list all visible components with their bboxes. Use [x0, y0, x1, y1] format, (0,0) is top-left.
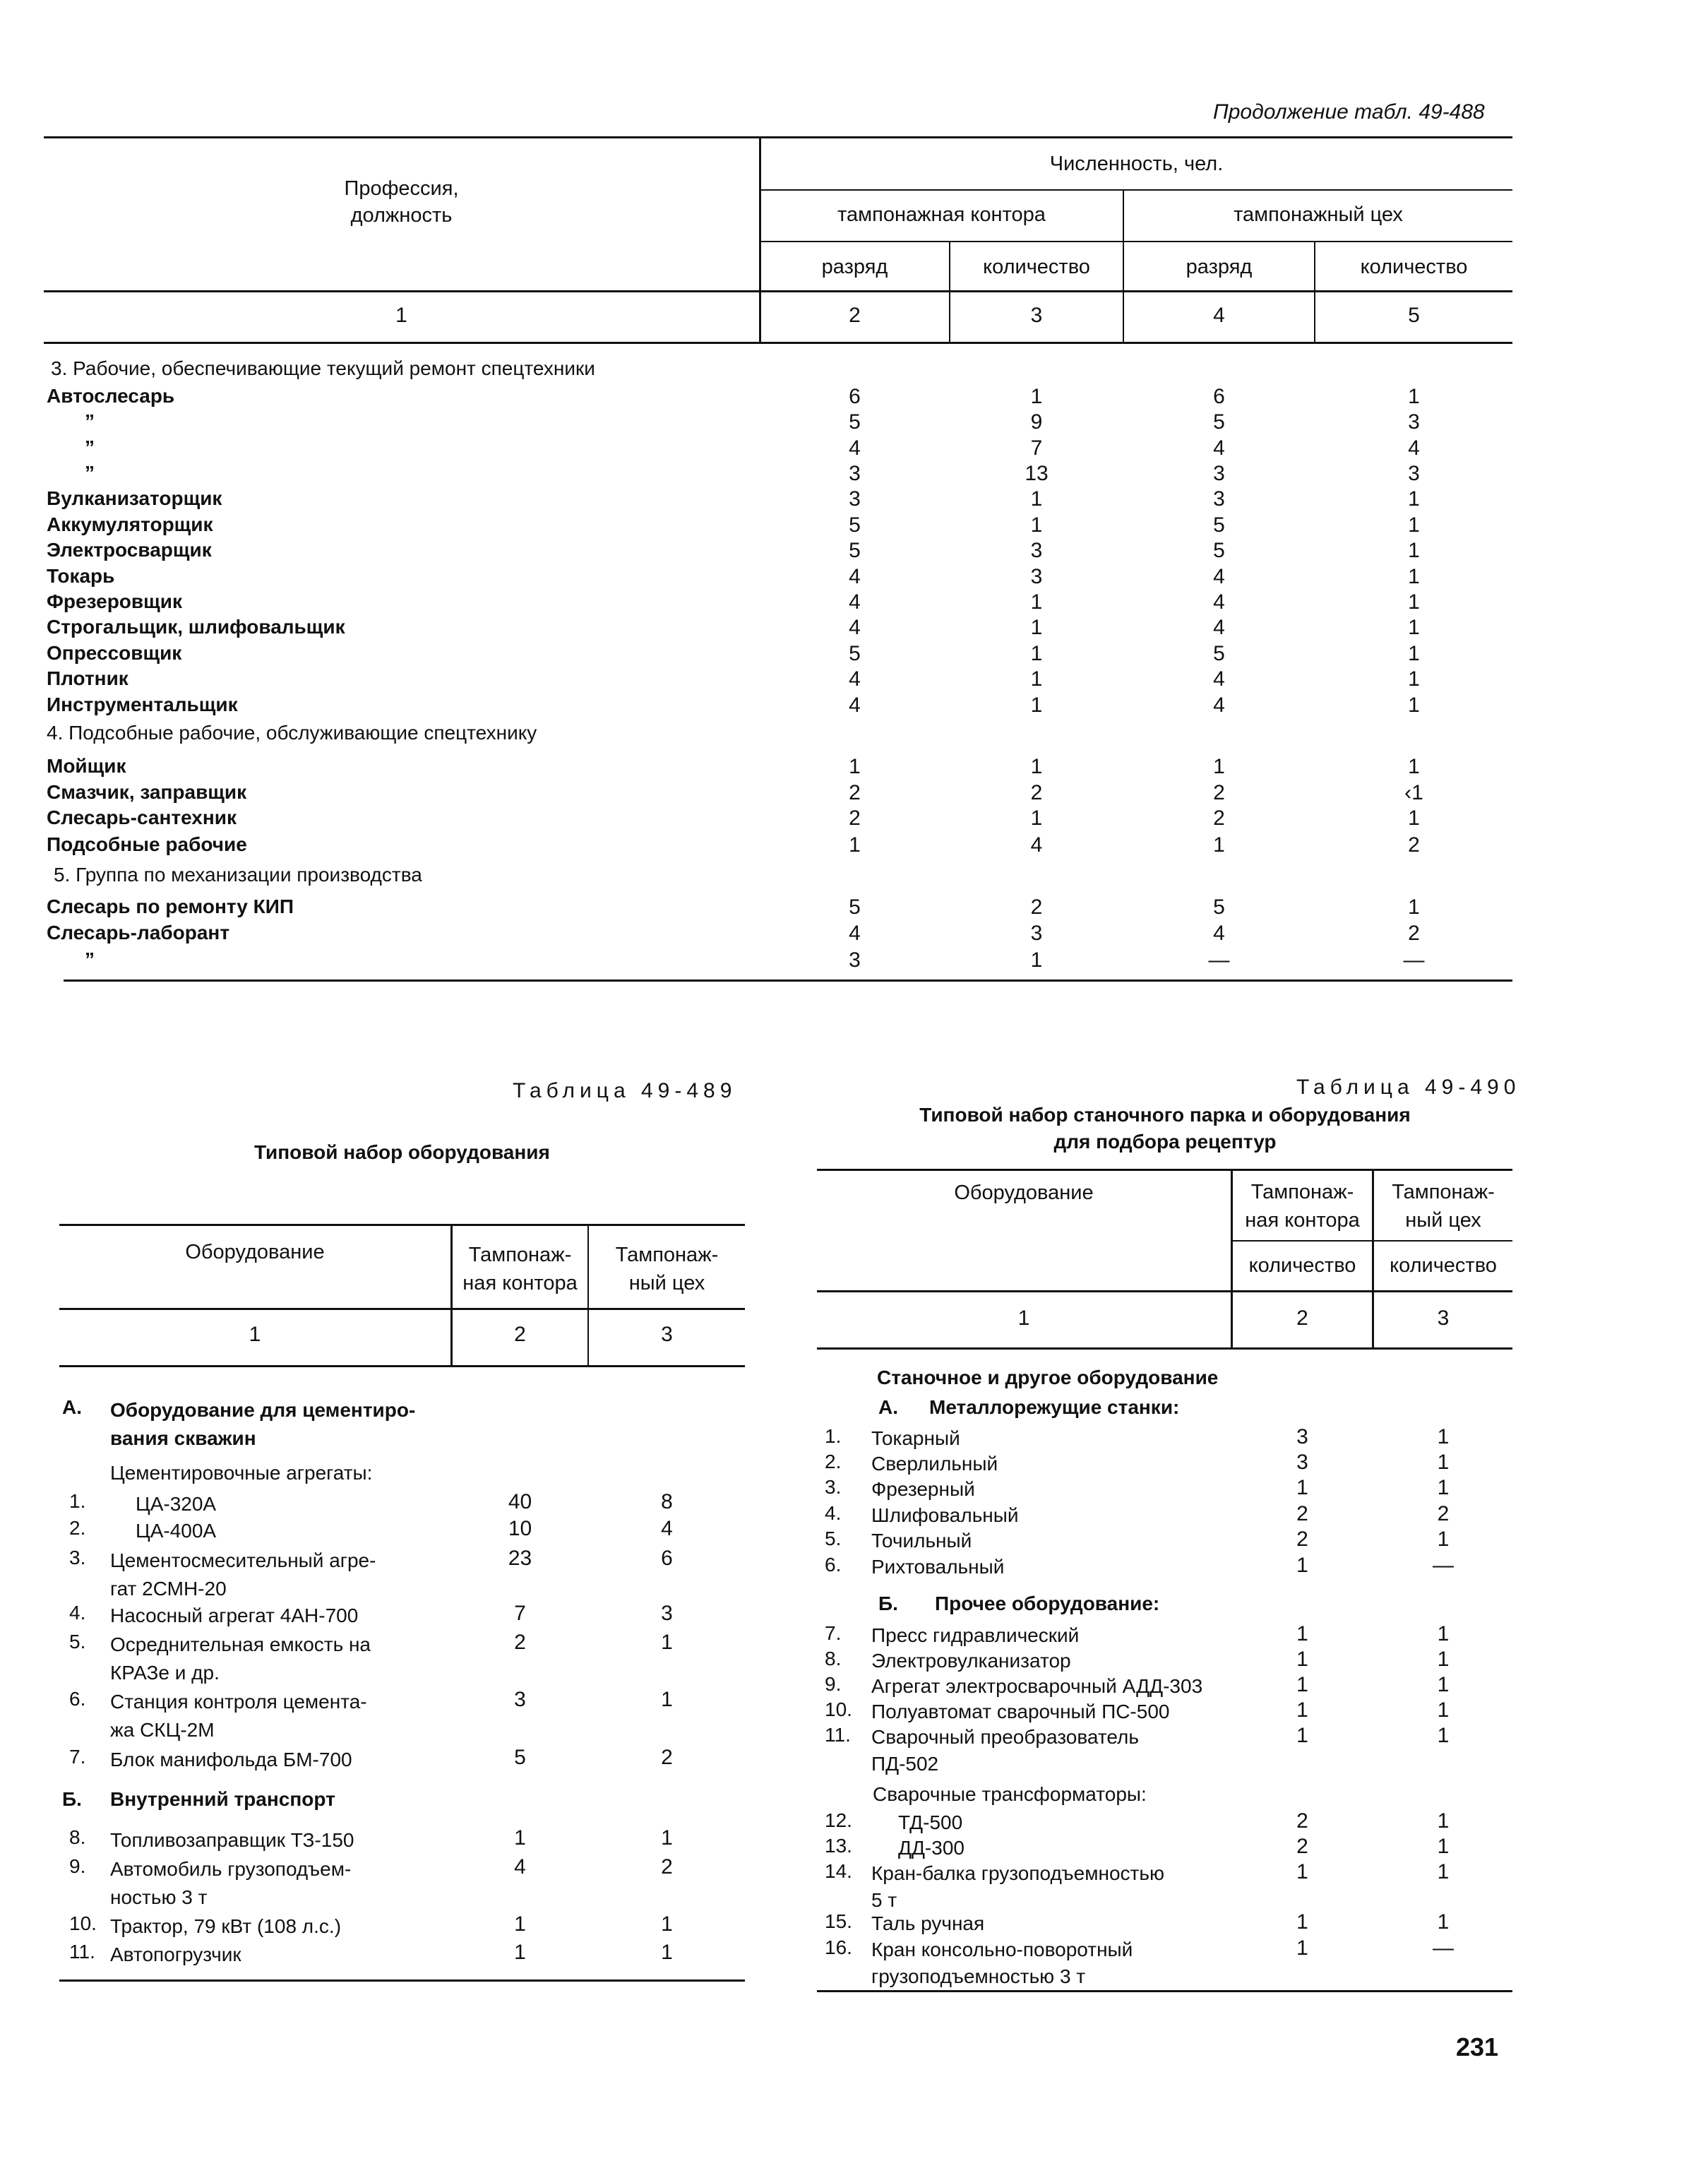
list-item-name: Насосный агрегат 4АН-700	[110, 1605, 359, 1626]
table-cell: 1	[661, 1631, 673, 1654]
table-cell: 1	[1296, 1476, 1308, 1499]
table-cell: 1	[1437, 1451, 1450, 1474]
list-item-name: Точильный	[871, 1530, 972, 1552]
column-number: 3	[1437, 1306, 1450, 1330]
table-cell: 1	[1030, 487, 1043, 511]
table-cell: 1	[1213, 755, 1225, 778]
t490-rule	[817, 1990, 1512, 1992]
table-cell: 5	[1213, 539, 1225, 562]
list-item-number: 3.	[69, 1547, 86, 1568]
table-cell: 1	[1408, 487, 1420, 511]
table-cell: 4	[849, 436, 861, 460]
list-item-number: 12.	[825, 1809, 852, 1831]
table-cell: 2	[514, 1631, 526, 1654]
list-item-name: Цементосмесительный агре- гат 2СМН-20	[110, 1549, 376, 1600]
table-cell: 4	[1408, 436, 1420, 460]
table-cell: 1	[1408, 385, 1420, 408]
list-item-name: Токарный	[871, 1427, 960, 1449]
table-cell: 3	[1213, 462, 1225, 485]
table-489-label: Таблица 49-489	[513, 1079, 737, 1102]
table-cell: 1	[1408, 806, 1420, 830]
table-cell: 5	[1213, 410, 1225, 434]
list-item-number: 10.	[69, 1912, 97, 1934]
table-cell: 1	[1296, 1860, 1308, 1883]
list-item-name: Таль ручная	[871, 1912, 985, 1934]
table-cell: 1	[1030, 616, 1043, 639]
table-cell: 3	[661, 1602, 673, 1625]
table-cell: 5	[849, 539, 861, 562]
table-cell: 1	[1437, 1528, 1450, 1551]
t490-header-equipment: Оборудование	[954, 1181, 1094, 1204]
list-item-number: 4.	[69, 1602, 86, 1624]
table-cell: 1	[1296, 1936, 1308, 1960]
list-item-number: 3.	[825, 1476, 842, 1498]
table-cell: 1	[514, 1941, 526, 1964]
table-cell: 2	[1408, 833, 1420, 857]
t490-header-shop: Тампонаж- ный цех	[1392, 1181, 1495, 1232]
table-cell: 1	[1437, 1648, 1450, 1671]
column-number: 2	[849, 304, 861, 327]
t489-section-letter: А.	[62, 1396, 82, 1418]
table-cell: 3	[849, 462, 861, 485]
table-cell: 4	[1213, 616, 1225, 639]
table-cell: 2	[1213, 781, 1225, 804]
table-cell: 5	[849, 410, 861, 434]
column-number: 1	[395, 304, 407, 327]
table-row-name: Слесарь-сантехник	[47, 806, 237, 828]
column-number: 3	[661, 1323, 673, 1346]
table-cell: 1	[1030, 948, 1043, 972]
table-cell: 2	[1030, 895, 1043, 919]
list-item-number: 11.	[69, 1941, 95, 1963]
column-number: 2	[1296, 1306, 1308, 1330]
table-row-name: Подсобные рабочие	[47, 833, 247, 855]
list-item-name: Пресс гидравлический	[871, 1624, 1080, 1646]
t490-section-letter: А.	[878, 1396, 898, 1418]
column-number: 5	[1408, 304, 1420, 327]
t490-header-qty-shop: количество	[1390, 1254, 1497, 1277]
list-item-number: 13.	[825, 1835, 852, 1857]
table-cell: 3	[1030, 565, 1043, 588]
table-row-name: Слесарь по ремонту КИП	[47, 895, 294, 917]
table-cell: 4	[661, 1517, 673, 1540]
list-item-name: ДД-300	[898, 1837, 965, 1859]
table-cell: 5	[1213, 642, 1225, 665]
table-cell: 4	[1213, 436, 1225, 460]
table-cell: 5	[1213, 895, 1225, 919]
list-item-number: 16.	[825, 1936, 852, 1958]
t489-rule	[59, 1365, 745, 1367]
table-row-name: Смазчик, заправщик	[47, 781, 247, 803]
table-cell: 5	[849, 642, 861, 665]
list-item-name: Сверлильный	[871, 1453, 998, 1475]
list-item-name: Осреднительная емкость на КРАЗе и др.	[110, 1633, 371, 1684]
table-cell: 2	[1296, 1835, 1308, 1858]
table-cell: 1	[661, 1912, 673, 1936]
list-item-number: 7.	[825, 1622, 842, 1644]
list-item-number: 6.	[825, 1554, 842, 1576]
list-item-name: Шлифовальный	[871, 1504, 1019, 1526]
list-item-number: 1.	[825, 1425, 842, 1447]
table-row-name: ”	[85, 436, 95, 458]
table-cell: 1	[1437, 1724, 1450, 1747]
table-cell: 2	[661, 1746, 673, 1769]
list-item-number: 6.	[69, 1688, 86, 1710]
table-cell: 5	[1213, 513, 1225, 537]
table-cell: 4	[514, 1855, 526, 1879]
table-cell: 13	[1025, 462, 1049, 485]
list-item-number: 5.	[69, 1631, 86, 1653]
table-cell: 1	[1296, 1648, 1308, 1671]
list-item-number: 7.	[69, 1746, 86, 1768]
t489-rule	[59, 1308, 745, 1310]
list-item-number: 4.	[825, 1502, 842, 1524]
t489-section-letter: Б.	[62, 1788, 82, 1810]
list-item-name: Сварочный преобразователь ПД-502	[871, 1726, 1139, 1775]
table-cell: 7	[514, 1602, 526, 1625]
table-cell: 1	[1408, 616, 1420, 639]
table-cell: —	[1433, 1554, 1454, 1577]
table-row-name: Мойщик	[47, 755, 126, 777]
table-cell: ‹1	[1404, 781, 1423, 804]
column-number: 1	[1017, 1306, 1030, 1330]
table-row-name: ”	[85, 462, 95, 484]
table-cell: 2	[1296, 1502, 1308, 1525]
list-item-name: Станция контроля цемента- жа СКЦ-2М	[110, 1691, 367, 1741]
table-cell: 1	[661, 1688, 673, 1711]
list-item-name: Кран-балка грузоподъемностью 5 т	[871, 1862, 1164, 1911]
list-item-name: ЦА-320А	[136, 1493, 217, 1515]
table-cell: 6	[1213, 385, 1225, 408]
header-profession: Профессия, должность	[344, 177, 459, 227]
table-cell: 5	[849, 513, 861, 537]
table-row-name: Электросварщик	[47, 539, 212, 561]
header-shop: тампонажный цех	[1234, 203, 1403, 226]
header-office: тампонажная контора	[837, 203, 1046, 226]
table-cell: 1	[849, 755, 861, 778]
table-row-name: Опрессовщик	[47, 642, 182, 664]
table-cell: 9	[1030, 410, 1043, 434]
table-cell: 1	[1296, 1910, 1308, 1934]
table-cell: 1	[1408, 539, 1420, 562]
column-number: 1	[249, 1323, 261, 1346]
table-cell: 1	[514, 1826, 526, 1850]
list-item-number: 9.	[69, 1855, 86, 1877]
t490-group-heading: Станочное и другое оборудование	[877, 1367, 1219, 1388]
t490-section-title: Прочее оборудование:	[935, 1593, 1160, 1614]
table-cell: —	[1403, 948, 1425, 972]
table-cell: 4	[1213, 922, 1225, 945]
table-row-name: Токарь	[47, 565, 115, 587]
table-cell: 2	[661, 1855, 673, 1879]
column-number: 2	[514, 1323, 526, 1346]
table-cell: 1	[1437, 1910, 1450, 1934]
table-cell: 2	[1408, 922, 1420, 945]
table-row-name: Строгальщик, шлифовальщик	[47, 616, 345, 638]
table-cell: 1	[1408, 513, 1420, 537]
t489-header-office: Тампонаж- ная контора	[462, 1244, 578, 1294]
table-cell: 3	[1030, 922, 1043, 945]
top-table-rule	[760, 189, 1512, 191]
table-cell: 1	[1408, 565, 1420, 588]
table-cell: 4	[849, 922, 861, 945]
table-cell: 3	[849, 487, 861, 511]
table-490-label: Таблица 49-490	[1296, 1076, 1521, 1099]
table-cell: 1	[1408, 693, 1420, 717]
table-cell: 7	[1030, 436, 1043, 460]
table-cell: 1	[1437, 1698, 1450, 1722]
list-item-name: Кран консольно-поворотный грузоподъемностью 3 т	[871, 1939, 1133, 1987]
table-cell: 1	[1296, 1673, 1308, 1696]
header-qty-shop: количество	[1360, 256, 1468, 278]
table-cell: 3	[514, 1688, 526, 1711]
top-table-rule	[760, 241, 1512, 242]
list-item-name: ТД-500	[898, 1811, 963, 1833]
header-grade-office: разряд	[821, 256, 888, 278]
table-cell: 1	[1030, 642, 1043, 665]
table-cell: 1	[1296, 1622, 1308, 1645]
table-row-name: Инструментальщик	[47, 693, 238, 715]
table-cell: 3	[1296, 1425, 1308, 1448]
table-cell: 1	[1437, 1860, 1450, 1883]
section-heading: 5. Группа по механизации производства	[54, 864, 422, 886]
table-cell: 23	[508, 1547, 532, 1570]
table-cell: 2	[1437, 1502, 1450, 1525]
table-489-title: Типовой набор оборудования	[254, 1141, 550, 1163]
table-cell: 1	[514, 1912, 526, 1936]
t489-rule	[59, 1224, 745, 1226]
table-cell: 4	[849, 667, 861, 691]
table-cell: 1	[1030, 513, 1043, 537]
table-cell: 3	[1030, 539, 1043, 562]
list-item-name: ЦА-400А	[136, 1520, 217, 1542]
table-cell: 1	[1437, 1476, 1450, 1499]
table-row-name: Слесарь-лаборант	[47, 922, 230, 943]
t489-rule	[59, 1980, 745, 1982]
list-item-number: 8.	[69, 1826, 86, 1848]
table-cell: 1	[1437, 1673, 1450, 1696]
table-cell: 40	[508, 1490, 532, 1513]
table-cell: 1	[1437, 1425, 1450, 1448]
section-heading: 3. Рабочие, обеспечивающие текущий ремонт спецтехники	[51, 357, 595, 379]
table-cell: 10	[508, 1517, 532, 1540]
table-cell: 3	[1213, 487, 1225, 511]
table-cell: 1	[661, 1941, 673, 1964]
t490-subheading: Сварочные трансформаторы:	[873, 1783, 1147, 1805]
top-table-rule	[44, 342, 1512, 344]
list-item-number: 10.	[825, 1698, 852, 1720]
t490-rule	[817, 1169, 1512, 1171]
table-cell: 1	[1213, 833, 1225, 857]
list-item-name: Автопогрузчик	[110, 1943, 241, 1965]
table-cell: 1	[1030, 755, 1043, 778]
list-item-number: 14.	[825, 1860, 852, 1882]
table-cell: 5	[849, 895, 861, 919]
t489-section-title: Внутренний транспорт	[110, 1788, 335, 1810]
table-cell: 1	[1408, 755, 1420, 778]
continuation-caption: Продолжение табл. 49-488	[1213, 100, 1485, 124]
table-cell: 4	[849, 693, 861, 717]
table-cell: —	[1433, 1936, 1454, 1960]
top-table-rule	[64, 980, 1512, 982]
table-cell: 1	[1030, 806, 1043, 830]
t490-header-qty-office: количество	[1248, 1254, 1356, 1277]
table-cell: 2	[849, 806, 861, 830]
t490-section-title: Металлорежущие станки:	[929, 1396, 1180, 1418]
table-cell: 2	[849, 781, 861, 804]
t490-rule	[817, 1347, 1512, 1350]
table-row-name: Вулканизаторщик	[47, 487, 222, 509]
table-cell: 4	[1213, 565, 1225, 588]
table-cell: 1	[1296, 1554, 1308, 1577]
table-cell: 2	[1296, 1528, 1308, 1551]
table-cell: 1	[1437, 1835, 1450, 1858]
list-item-name: Автомобиль грузоподъем- ностью 3 т	[110, 1858, 352, 1908]
table-cell: 5	[514, 1746, 526, 1769]
table-cell: 2	[1213, 806, 1225, 830]
page-number: 231	[1456, 2032, 1499, 2061]
table-cell: 1	[1408, 667, 1420, 691]
table-cell: 1	[1437, 1809, 1450, 1833]
table-cell: 2	[1296, 1809, 1308, 1833]
table-cell: —	[1208, 948, 1230, 972]
table-cell: 1	[661, 1826, 673, 1850]
table-cell: 1	[1296, 1698, 1308, 1722]
table-row-name: ”	[85, 410, 95, 432]
table-490-title: Типовой набор станочного парка и оборудования для подбора рецептур	[919, 1104, 1411, 1153]
list-item-number: 5.	[825, 1528, 842, 1549]
list-item-name: Полуавтомат сварочный ПС-500	[871, 1701, 1170, 1722]
header-count-group: Численность, чел.	[1049, 153, 1224, 175]
list-item-number: 15.	[825, 1910, 852, 1932]
list-item-number: 9.	[825, 1673, 842, 1695]
t490-rule	[817, 1290, 1512, 1292]
t489-subheading: Цементировочные агрегаты:	[110, 1462, 373, 1484]
table-cell: 4	[1213, 667, 1225, 691]
t489-header-equipment: Оборудование	[185, 1241, 325, 1263]
table-cell: 4	[1030, 833, 1043, 857]
list-item-name: Электровулканизатор	[871, 1650, 1071, 1672]
table-row-name: Плотник	[47, 667, 129, 689]
table-cell: 6	[661, 1547, 673, 1570]
table-cell: 1	[1408, 642, 1420, 665]
column-number: 3	[1030, 304, 1043, 327]
table-cell: 4	[1213, 693, 1225, 717]
header-grade-shop: разряд	[1186, 256, 1253, 278]
table-cell: 4	[849, 616, 861, 639]
table-cell: 4	[849, 590, 861, 614]
table-cell: 1	[1030, 693, 1043, 717]
table-cell: 4	[849, 565, 861, 588]
table-row-name: ”	[85, 948, 95, 970]
top-table-rule	[44, 290, 1512, 292]
table-cell: 1	[1030, 590, 1043, 614]
table-cell: 1	[1296, 1724, 1308, 1747]
table-cell: 1	[1437, 1622, 1450, 1645]
table-cell: 3	[1408, 410, 1420, 434]
table-cell: 4	[1213, 590, 1225, 614]
t489-header-shop: Тампонаж- ный цех	[615, 1244, 719, 1294]
list-item-name: Блок манифольда БМ-700	[110, 1749, 352, 1770]
table-row-name: Фрезеровщик	[47, 590, 182, 612]
t490-header-office: Тампонаж- ная контора	[1245, 1181, 1360, 1232]
list-item-number: 2.	[825, 1451, 842, 1472]
section-heading: 4. Подсобные рабочие, обслуживающие спецтехнику	[47, 722, 537, 744]
top-table-rule	[44, 136, 1512, 138]
t490-section-letter: Б.	[878, 1593, 898, 1614]
table-cell: 1	[849, 833, 861, 857]
list-item-number: 1.	[69, 1490, 86, 1512]
table-row-name: Аккумуляторщик	[47, 513, 213, 535]
column-number: 4	[1213, 304, 1225, 327]
table-cell: 2	[1030, 781, 1043, 804]
table-row-name: Автослесарь	[47, 385, 175, 407]
list-item-name: Трактор, 79 кВт (108 л.с.)	[110, 1915, 342, 1937]
list-item-name: Фрезерный	[871, 1478, 975, 1500]
t489-section-title: Оборудование для цементиро- вания скважин	[110, 1399, 416, 1449]
header-qty-office: количество	[983, 256, 1090, 278]
list-item-number: 11.	[825, 1724, 851, 1746]
table-cell: 3	[1408, 462, 1420, 485]
table-cell: 1	[1408, 590, 1420, 614]
t490-rule	[1232, 1240, 1512, 1242]
list-item-number: 8.	[825, 1648, 842, 1669]
list-item-name: Топливозаправщик ТЗ-150	[110, 1829, 354, 1851]
table-cell: 1	[1030, 667, 1043, 691]
list-item-name: Агрегат электросварочный АДД-303	[871, 1675, 1203, 1697]
table-cell: 3	[1296, 1451, 1308, 1474]
table-cell: 1	[1408, 895, 1420, 919]
table-cell: 1	[1030, 385, 1043, 408]
list-item-name: Рихтовальный	[871, 1556, 1005, 1578]
table-cell: 8	[661, 1490, 673, 1513]
table-cell: 6	[849, 385, 861, 408]
table-cell: 3	[849, 948, 861, 972]
list-item-number: 2.	[69, 1517, 86, 1539]
